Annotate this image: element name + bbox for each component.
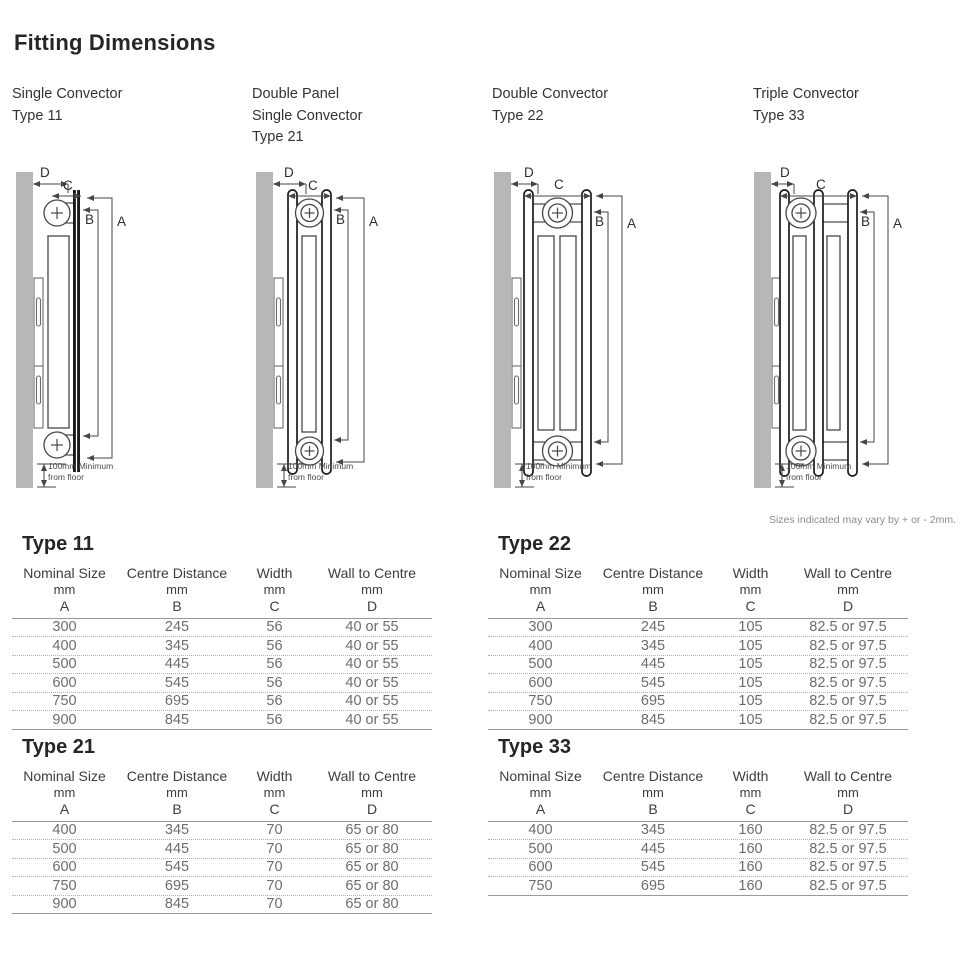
table-header [488,565,908,619]
dim-label-a: A [893,216,903,231]
floor-clearance-note: 100mm Minimum from floor [288,461,354,482]
table-title: Type 22 [498,533,571,555]
table-row: 400 345 70 65 or 80 [12,822,432,841]
column-header-d: Wall to Centre mm D [327,768,417,817]
column-header-a: Nominal Size mm A [23,768,106,817]
panels [524,190,591,476]
section-head-line: Double Convector [492,86,609,102]
floor-clearance-note: 100mm Minimum from floor [48,461,114,482]
convector-fins [538,236,576,430]
wall [256,172,273,488]
table-row: 600 545 160 82.5 or 97.5 [488,859,908,878]
panels [780,190,857,476]
diagram-type22 [488,162,723,512]
column-header-c: Width mm C [256,768,293,817]
table-header [12,768,432,822]
table-row: 500 445 70 65 or 80 [12,840,432,859]
section-head-line: Type 11 [12,107,63,124]
dim-label-d: D [780,165,790,180]
table-row: 400 345 105 82.5 or 97.5 [488,637,908,656]
column-header-d: Wall to Centre mm D [327,565,417,614]
table-row: 900 845 105 82.5 or 97.5 [488,711,908,730]
table-row: 600 545 70 65 or 80 [12,859,432,878]
table-title: Type 21 [22,736,95,758]
section-head-line: Double Panel [252,86,340,102]
column-header-d: Wall to Centre mm D [803,768,893,817]
convector-fin [302,236,316,432]
dim-label-c: C [554,177,564,192]
table-row: 300 245 56 40 or 55 [12,619,432,638]
table-row: 400 345 56 40 or 55 [12,637,432,656]
dim-label-c: C [308,178,318,193]
section-head-line: Single Convector [252,107,363,124]
dim-label-a: A [117,214,127,229]
dim-label-d: D [40,165,50,180]
table-row: 600 545 56 40 or 55 [12,674,432,693]
section-head-line: Type 22 [492,107,544,124]
table-row: 750 695 160 82.5 or 97.5 [488,877,908,896]
column-header-d: Wall to Centre mm D [803,565,893,614]
table-header [12,565,432,619]
dim-label-b: B [85,212,95,227]
table-section-type22 [488,532,908,730]
type21-diagram-svg [250,170,480,500]
section-head-line: Type 33 [753,107,805,124]
column-header-b: Centre Distance mm B [602,565,704,614]
dim-label-d: D [284,165,294,180]
wall [754,172,771,488]
diagram-type21 [250,162,485,512]
section-head-line: Type 21 [252,129,304,145]
wall-bracket [512,278,521,428]
table-row: 750 695 105 82.5 or 97.5 [488,693,908,712]
table-title: Type 11 [22,533,94,555]
section-head-line: Triple Convector [753,86,859,102]
table-row: 300 245 105 82.5 or 97.5 [488,619,908,638]
dim-label-a: A [369,214,379,229]
floor-clearance-note: 100mm Minimum from floor [526,461,592,482]
diagram-type33 [748,162,960,512]
table-section-type11 [12,532,432,730]
column-header-a: Nominal Size mm A [499,565,582,614]
variance-note: Sizes indicated may vary by + or - 2mm. [768,514,956,526]
section-head-type21 [252,84,477,149]
dim-label-b: B [595,214,605,229]
column-header-c: Width mm C [256,565,293,614]
column-header-c: Width mm C [732,565,769,614]
dim-label-c: C [63,178,73,193]
table-row: 500 445 160 82.5 or 97.5 [488,840,908,859]
dim-label-c: C [816,177,826,192]
wall [494,172,511,488]
diagram-type11 [10,162,245,512]
section-head-type22 [492,84,717,127]
wall [16,172,33,488]
column-header-a: Nominal Size mm A [499,768,582,817]
table-row: 400 345 160 82.5 or 97.5 [488,822,908,841]
wall-bracket [274,278,283,428]
section-head-type11 [12,84,237,127]
table-row: 900 845 70 65 or 80 [12,896,432,915]
type33-diagram-svg [748,170,960,500]
table-title: Type 33 [498,736,571,758]
dim-label-b: B [861,214,871,229]
table-row: 750 695 70 65 or 80 [12,877,432,896]
table-row: 500 445 56 40 or 55 [12,656,432,675]
table-header [488,768,908,822]
convector-fin [48,236,69,428]
table-row: 900 845 56 40 or 55 [12,711,432,730]
section-head-line: Single Convector [12,86,123,102]
column-header-b: Centre Distance mm B [126,565,228,614]
column-header-b: Centre Distance mm B [602,768,704,817]
table-section-type21 [12,735,432,914]
page-title: Fitting Dimensions [14,30,216,55]
dim-label-b: B [336,212,346,227]
column-header-c: Width mm C [732,768,769,817]
column-header-b: Centre Distance mm B [126,768,228,817]
dim-label-a: A [627,216,637,231]
dim-label-d: D [524,165,534,180]
table-row: 600 545 105 82.5 or 97.5 [488,674,908,693]
floor-clearance-note: 100mm Minimum from floor [786,461,852,482]
wall-bracket [34,278,43,428]
section-head-type33 [753,84,960,127]
table-section-type33 [488,735,908,896]
table-row: 750 695 56 40 or 55 [12,693,432,712]
column-header-a: Nominal Size mm A [23,565,106,614]
table-row: 500 445 105 82.5 or 97.5 [488,656,908,675]
